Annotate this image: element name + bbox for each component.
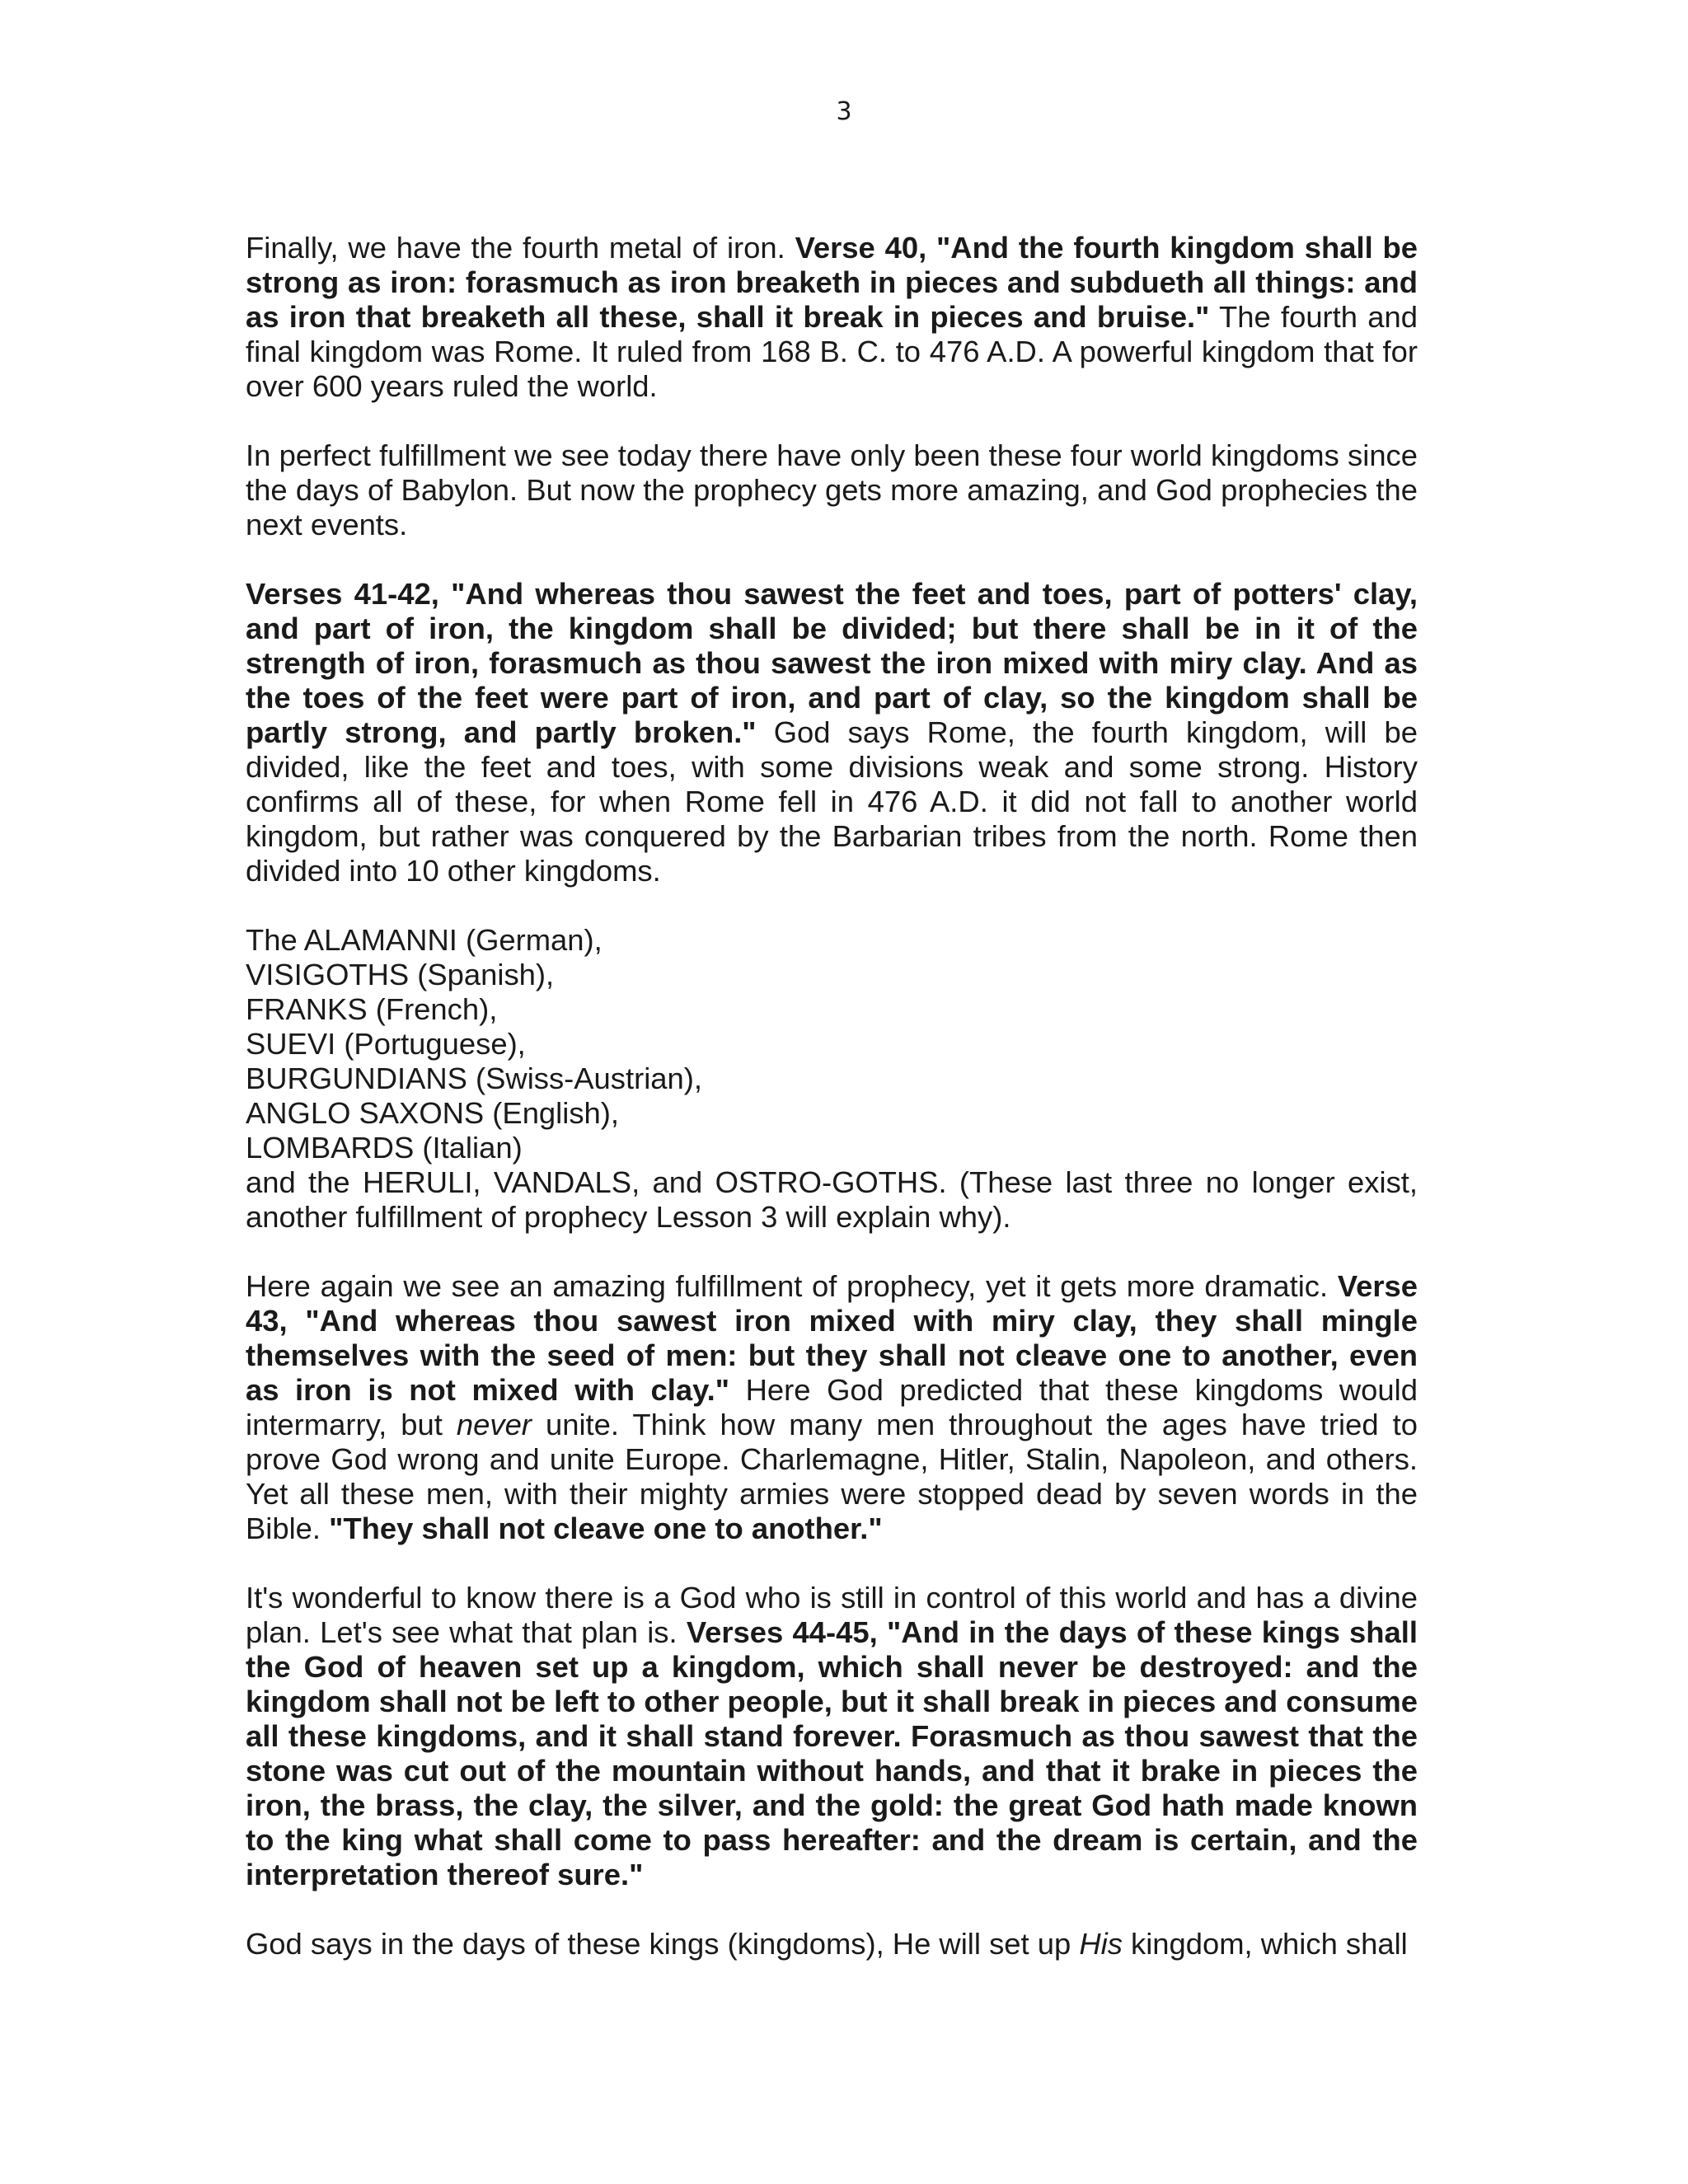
scripture-quote: Verses 41-42, "And whereas thou sawest the feet and toes, part of potters' clay, and part of iron, the kingdom shall be divided; but there shall be in it of the strength of iron, forasmuch as thou sawest the iron mixed with miry clay. And as the toes of the feet were part of iron, and part of clay, so the kingdom shall be partly strong, and partly broken." xyxy=(246,577,1418,749)
emphasis: His xyxy=(1079,1927,1123,1961)
text-run: kingdom, which shall xyxy=(1122,1927,1408,1961)
emphasis: never xyxy=(456,1408,532,1441)
paragraph-verse-40 xyxy=(246,231,1418,404)
list-item: LOMBARDS (Italian) xyxy=(246,1131,523,1165)
list-item: ANGLO SAXONS (English), xyxy=(246,1096,619,1130)
kingdoms-list xyxy=(246,923,1418,1165)
paragraph-fulfillment: In perfect fulfillment we see today there have only been these four world kingdoms since the days of Babylon. But now the prophecy gets more amazing, and God prophecies the next events. xyxy=(246,438,1418,541)
text-run: It's wonderful to know there is a God who is still in control of this world and has a divine plan. Let's see what that plan is. xyxy=(246,1581,1418,1649)
list-item: FRANKS (French), xyxy=(246,992,498,1026)
text-run: God says in the days of these kings (kingdoms), He will set up xyxy=(246,1927,1080,1961)
text-run: Finally, we have the fourth metal of iron. xyxy=(246,231,795,265)
list-item: The ALAMANNI (German), xyxy=(246,923,603,957)
text-run: unite. Think how many men throughout the ages have tried to prove God wrong and unite Europe. Charlemagne, Hitler, Stalin, Napoleon, and others. Yet all these men, with their mighty armies were stopped dead by seven words in the Bible. xyxy=(246,1408,1418,1545)
paragraph-his-kingdom xyxy=(246,1927,1418,1961)
text-run: Here again we see an amazing fulfillment of prophecy, yet it gets more dramatic. xyxy=(246,1269,1338,1303)
scripture-quote: Verse 43, "And whereas thou sawest iron mixed with miry clay, they shall mingle themselves with the seed of men: but they shall not cleave one to another, even as iron is not mixed with clay." xyxy=(246,1269,1418,1407)
scripture-quote: Verse 40, "And the fourth kingdom shall be strong as iron: forasmuch as iron breaketh in pieces and subdueth all things: and as iron that breaketh all these, shall it break in pieces and bruise." xyxy=(246,231,1418,334)
page-number: 3 xyxy=(836,97,852,126)
list-item: SUEVI (Portuguese), xyxy=(246,1027,526,1061)
scripture-quote: "They shall not cleave one to another." xyxy=(329,1511,883,1545)
text-run: The fourth and final kingdom was Rome. It ruled from 168 B. C. to 476 A.D. A powerful kingdom that for over 600 years ruled the world. xyxy=(246,300,1418,403)
text-run: Here God predicted that these kingdoms would intermarry, but xyxy=(246,1373,1418,1441)
scripture-quote: Verses 44-45, "And in the days of these kings shall the God of heaven set up a kingdom, which shall never be destroyed: and the kingdom shall not be left to other people, but it shall break in pieces and consume all these kingdoms, and it shall stand forever. Forasmuch as thou sawest that the stone was cut out of the mountain without hands, and that it brake in pieces the iron, the brass, the clay, the silver, and the gold: the great God hath made known to the king what shall come to pass hereafter: and the dream is certain, and the interpretation thereof sure." xyxy=(246,1615,1418,1891)
document-body xyxy=(246,231,1418,1961)
list-item: BURGUNDIANS (Swiss-Austrian), xyxy=(246,1062,703,1095)
kingdoms-block xyxy=(246,923,1418,1235)
kingdoms-tail: and the HERULI, VANDALS, and OSTRO-GOTHS. (These last three no longer exist, another fulfillment of prophecy Lesson 3 will explain why). xyxy=(246,1165,1418,1234)
paragraph-verses-41-42 xyxy=(246,577,1418,888)
paragraph-verse-43 xyxy=(246,1269,1418,1546)
list-item: VISIGOTHS (Spanish), xyxy=(246,958,555,991)
paragraph-verses-44-45 xyxy=(246,1581,1418,1892)
text-run: God says Rome, the fourth kingdom, will be divided, like the feet and toes, with some divisions weak and some strong. History confirms all of these, for when Rome fell in 476 A.D. it did not fall to another world kingdom, but rather was conquered by the Barbarian tribes from the north. Rome then divided into 10 other kingdoms. xyxy=(246,715,1418,888)
